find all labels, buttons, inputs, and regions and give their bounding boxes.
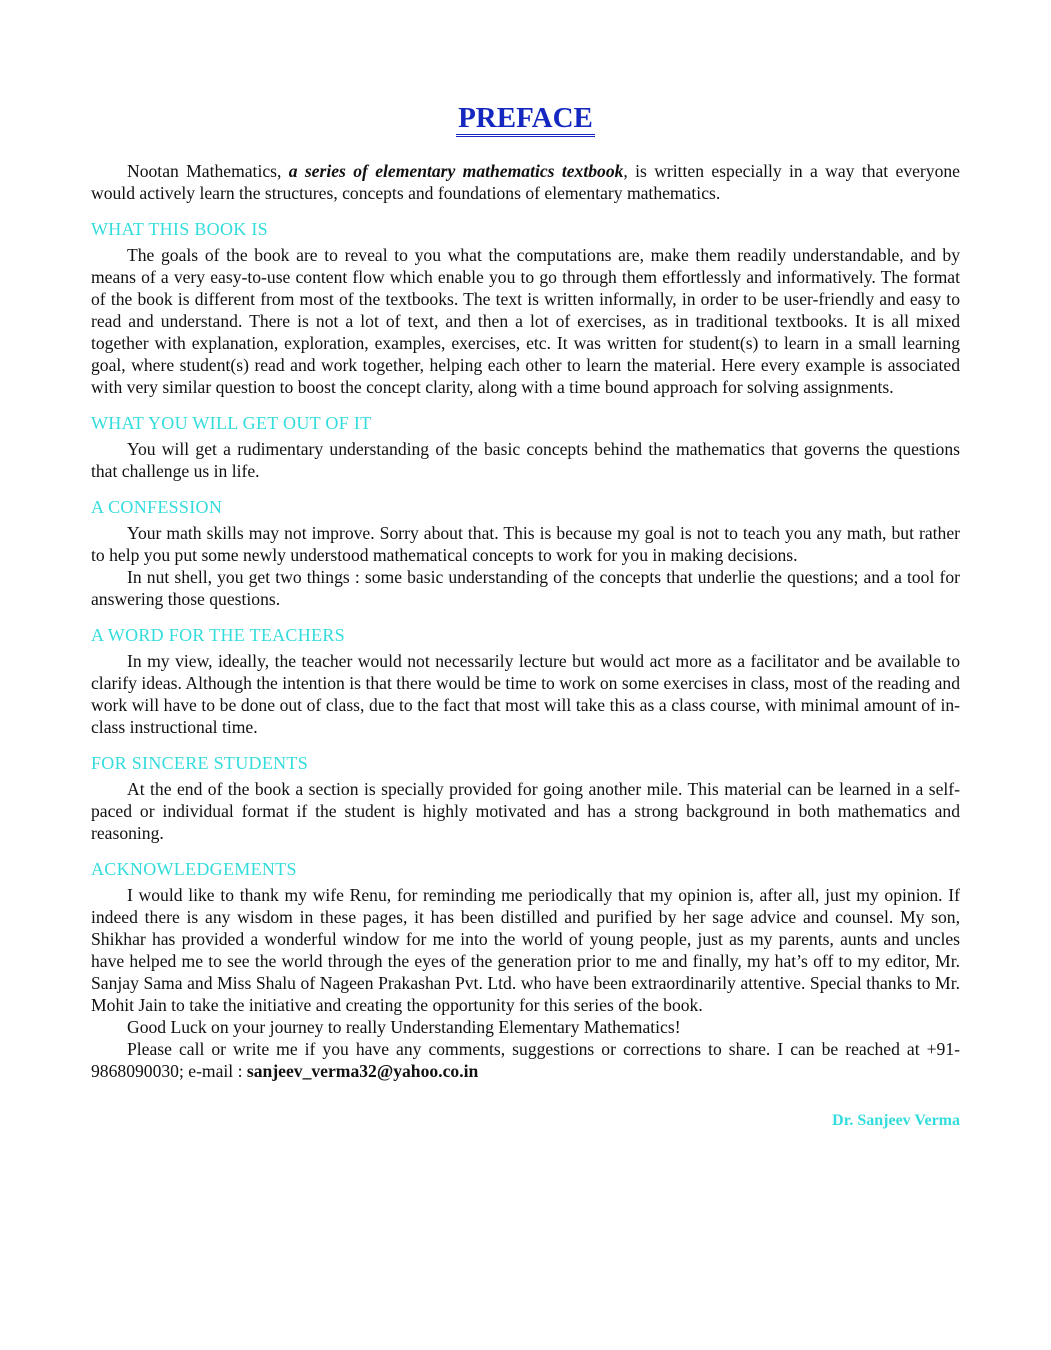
contact-paragraph: Please call or write me if you have any comments, suggestions or corrections to share. I can be reached at +91-9868090030; e-mail : sanjeev_verma32@yahoo.co.in <box>91 1039 960 1081</box>
section-heading: A CONFESSION <box>91 497 223 517</box>
section-paragraph: Your math skills may not improve. Sorry about that. This is because my goal is not to teach you any math, but rather to help you put some newly understood mathematical concepts to work for you in making decisions. <box>91 523 960 565</box>
section-heading: A WORD FOR THE TEACHERS <box>91 625 345 645</box>
signature: Dr. Sanjeev Verma <box>832 1112 960 1129</box>
section-heading: WHAT THIS BOOK IS <box>91 219 268 239</box>
section-paragraph: The goals of the book are to reveal to you what the computations are, make them readily understandable, and by means of a very easy-to-use content flow which enable you to go through them effortlessly and informatively. The format of the book is different from most of the textbooks. The text is written informally, in order to be user-friendly and easy to read and understand. There is not a lot of text, and then a lot of exercises, as in traditional textbooks. It is all mixed together with explanation, exploration, examples, exercises, etc. It was written for student(s) to learn in a small learning goal, where student(s) read and work together, helping each other to learn the material. Here every example is associated with very similar question to boost the concept clarity, along with a time bound approach for solving assignments. <box>91 245 960 397</box>
section-paragraph: Good Luck on your journey to really Understanding Elementary Mathematics! <box>127 1017 681 1037</box>
email-link[interactable]: sanjeev_verma32@yahoo.co.in <box>246 1061 479 1081</box>
section-paragraph: At the end of the book a section is specially provided for going another mile. This material can be learned in a self-paced or individual format if the student is highly motivated and has a strong background in both mathematics and reasoning. <box>91 779 960 843</box>
intro-emphasis: a series of elementary mathematics textbook <box>288 161 624 181</box>
section-paragraph: In nut shell, you get two things : some basic understanding of the concepts that underlie the questions; and a tool for answering those questions. <box>91 567 960 609</box>
section-paragraph: You will get a rudimentary understanding of the basic concepts behind the mathematics that governs the questions that challenge us in life. <box>91 439 960 481</box>
section-heading: WHAT YOU WILL GET OUT OF IT <box>91 413 372 433</box>
section-paragraph: In my view, ideally, the teacher would not necessarily lecture but would act more as a facilitator and be available to clarify ideas. Although the intention is that there would be time to work on some exercises in class, most of the reading and work will have to be done out of class, due to the fact that most will take this as a class course, with minimal amount of in-class instructional time. <box>91 651 960 737</box>
page-title: PREFACE <box>91 100 960 136</box>
intro-paragraph: Nootan Mathematics, a series of elementary mathematics textbook, is written especially in a way that everyone would actively learn the structures, concepts and foundations of elementary mathematics. <box>91 161 960 203</box>
section-heading: ACKNOWLEDGEMENTS <box>91 859 297 879</box>
preface-page <box>91 100 960 1130</box>
section-heading: FOR SINCERE STUDENTS <box>91 753 309 773</box>
section-paragraph: I would like to thank my wife Renu, for reminding me periodically that my opinion is, after all, just my opinion. If indeed there is any wisdom in these pages, it has been distilled and purified by her sage advice and counsel. My son, Shikhar has provided a wonderful window for me into the world of young people, just as my parents, aunts and uncles have helped me to see the world through the eyes of the generation prior to me and finally, my hat’s off to my editor, Mr. Sanjay Sama and Miss Shalu of Nageen Prakashan Pvt. Ltd. who have been extraordinarily attentive. Special thanks to Mr. Mohit Jain to take the initiative and creating the opportunity for this series of the book. <box>91 885 960 1015</box>
